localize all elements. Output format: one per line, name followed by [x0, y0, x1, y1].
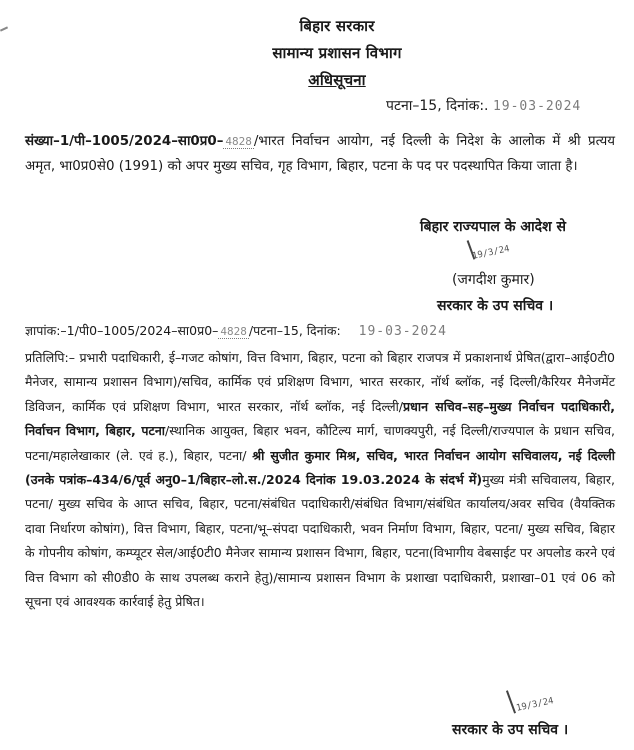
signature-initials: 19/3/24 — [471, 244, 511, 262]
notification-body: /भारत निर्वाचन आयोग, नई दिल्ली के निदेश के आलोक में श्री प्रत्यय अमृत, भा0प्र0से0 (1991) को अपर मुख्य सचिव, गृह विभाग, बिहार, पटना के पद पर पदस्थापित किया जाता है। — [25, 134, 615, 174]
memo-handwritten-date: 19-03-2024 — [358, 324, 447, 339]
handwritten-number: 4828 — [225, 135, 252, 148]
copy-to-bold-1: प्रधान सचिव–सह–मुख्य निर्वाचन पदाधिकारी, निर्वाचन विभाग, बिहार, पटना — [25, 398, 615, 439]
memo-number-line — [25, 322, 447, 339]
document-type-title: अधिसूचना — [308, 71, 366, 89]
dateline-place: पटना–15, दिनांक:. — [386, 98, 489, 114]
memo-handwritten-number: 4828 — [220, 325, 247, 338]
scan-mark — [0, 26, 8, 31]
copy-to-text-1: प्रतिलिपि:– प्रभारी पदाधिकारी, ई–गजट कोषांग, वित्त विभाग, बिहार, पटना को बिहार राजपत्र में प्रकाशनार्थ प्रेषित(द्वारा–आई0टी0 मैनेजर, सामान्य प्रशासन विभाग)/सचिव, कार्मिक एवं प्रशिक्षण विभाग, भारत सरकार, नॉर्थ ब्लॉक, नई दिल्ली/कैरियर मैनेजमेंट डिविजन, कार्मिक एवं प्रशिक्षण विभाग, भारत सरकार, नॉर्थ ब्लॉक, नई दिल्ली/ — [25, 350, 615, 414]
copy-to-paragraph — [25, 346, 615, 614]
order-line: बिहार राज्यपाल के आदेश से — [420, 219, 566, 235]
signature-initials-2: 19/3/24 — [515, 696, 555, 714]
signatory-designation-2: सरकार के उप सचिव । — [452, 722, 569, 738]
signatory-name: (जगदीश कुमार) — [452, 272, 535, 288]
copy-to-bold-2: श्री सुजीत कुमार मिश्र, सचिव, भारत निर्वाचन आयोग सचिवालय, नई दिल्ली (उनके पत्रांक–434/6/पूर्व अनु0–1/बिहार–लो.स./2024 दिनांक 19.03.2024 के संदर्भ में) — [25, 447, 615, 488]
memo-suffix: /पटना–15, दिनांक: — [248, 323, 341, 338]
signature-stroke-icon — [506, 690, 516, 713]
handwritten-date: 19-03-2024 — [492, 99, 582, 114]
notification-paragraph — [25, 130, 615, 179]
signatory-designation: सरकार के उप सचिव । — [437, 298, 554, 314]
department-title: सामान्य प्रशासन विभाग — [272, 44, 402, 62]
dateline — [386, 96, 581, 115]
copy-to-text-2: /स्थानिक आयुक्त, बिहार भवन, कौटिल्य मार्ग, चाणक्यपुरी, नई दिल्ली/राज्यपाल के प्रधान सचिव, पटना/महालेखाकार (ले. एवं ह.), बिहार, पटना/ — [25, 423, 615, 463]
notification-number: संख्या–1/पी–1005/2024–सा0प्र0– — [25, 134, 224, 149]
copy-to-text-3: मुख्य मंत्री सचिवालय, बिहार, पटना/ मुख्य सचिव के आप्त सचिव, बिहार, पटना/संबंधित पदाधिकारी/संबंधित विभाग/संबंधित कार्यालय/अवर सचिव (वैयक्तिक दावा निर्धारण कोषांग), वित्त विभाग, बिहार, पटना/भू–संपदा पदाधिकारी, भवन निर्माण विभाग, बिहार, पटना/ मुख्य सचिव, बिहार के गोपनीय कोषांग, कम्प्यूटर सेल/आई0टी0 मैनेजर सामान्य प्रशासन विभाग, बिहार, पटना(विभागीय वेबसाईट पर अपलोड करने एवं वित्त विभाग को सी0डी0 के साथ उपलब्ध कराने हेतु)/सामान्य प्रशासन विभाग के प्रशाखा पदाधिकारी, प्रशाखा–01 एवं 06 को सूचना एवं आवश्यक कार्रवाई हेतु प्रेषित। — [25, 472, 615, 610]
memo-prefix: ज्ञापांक:–1/पी0–1005/2024–सा0प्र0– — [25, 323, 219, 338]
government-title: बिहार सरकार — [299, 17, 375, 35]
